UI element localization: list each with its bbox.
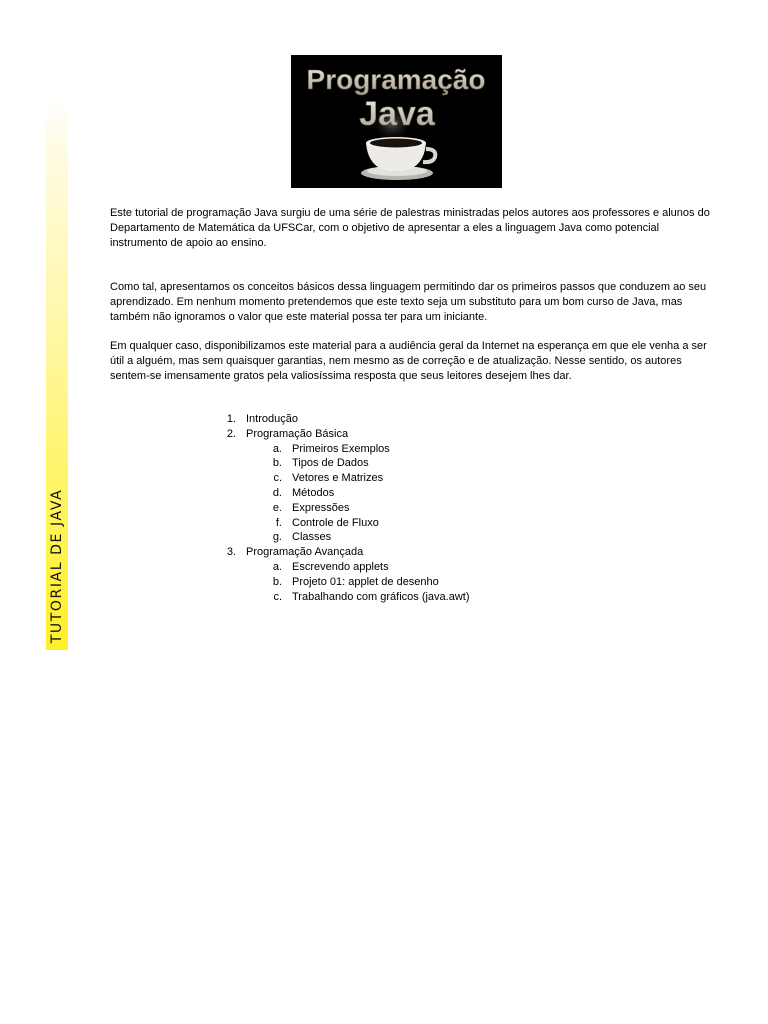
- toc-item-label: Expressões: [292, 501, 350, 514]
- toc-item-classes[interactable]: [220, 530, 540, 545]
- toc-item-number: 3.: [226, 546, 236, 559]
- toc-item-tipos-de-dados[interactable]: [220, 456, 540, 471]
- toc-item-number: c.: [273, 590, 282, 603]
- toc-item-escrevendo-applets[interactable]: [220, 560, 540, 575]
- sidebar-title-text: TUTORIAL DE JAVA: [49, 488, 65, 644]
- toc-item-number: c.: [273, 472, 282, 485]
- toc-item-label: Métodos: [292, 486, 335, 499]
- toc-item-number: d.: [272, 486, 282, 499]
- toc-item-number: f.: [275, 516, 282, 529]
- toc-item-expressoes[interactable]: [220, 501, 540, 516]
- toc-item-number: a.: [272, 560, 282, 573]
- intro-paragraph-1: [110, 206, 715, 251]
- toc-item-number: b.: [272, 575, 282, 588]
- toc-item-metodos[interactable]: [220, 486, 540, 501]
- table-of-contents: [220, 412, 540, 604]
- toc-item-number: b.: [272, 457, 282, 470]
- toc-item-controle-de-fluxo[interactable]: [220, 516, 540, 531]
- intro-paragraph-1-text: Este tutorial de programação Java surgiu de uma série de palestras ministradas pelos autores aos professores e alunos do Departamento de Matemática da UFSCar, com o objetivo de apresentar a eles a linguagem Java como potencial instrumento de apoio ao ensino.: [110, 207, 710, 249]
- java-logo-image: [291, 55, 502, 188]
- logo-title-line1: Programação: [306, 64, 486, 95]
- toc-item-programacao-avancada[interactable]: [220, 545, 540, 560]
- toc-item-introducao[interactable]: [220, 412, 540, 427]
- toc-item-label: Programação Avançada: [246, 546, 364, 559]
- toc-item-number: g.: [272, 531, 282, 544]
- toc-item-primeiros-exemplos[interactable]: [220, 442, 540, 457]
- toc-item-label: Tipos de Dados: [292, 457, 369, 470]
- coffee-cup-icon: [361, 137, 435, 180]
- toc-item-label: Controle de Fluxo: [292, 516, 379, 529]
- toc-item-label: Primeiros Exemplos: [292, 442, 390, 455]
- intro-paragraph-3-text: Em qualquer caso, disponibilizamos este material para a audiência geral da Internet na esperança em que ele venha a ser útil a alguém, mas sem quaisquer garantias, nem mesmo as de correção e de atualização. Nesse sentido, os autores sentem-se imensamente gratos pela valiosíssima resposta que seus leitores desejem lhes dar.: [110, 340, 707, 382]
- sidebar-title: [46, 486, 68, 646]
- toc-item-label: Trabalhando com gráficos (java.awt): [292, 590, 470, 603]
- intro-paragraph-3: [110, 339, 715, 384]
- toc-item-label: Programação Básica: [246, 427, 349, 440]
- toc-item-label: Classes: [292, 531, 332, 544]
- toc-item-number: a.: [272, 442, 282, 455]
- toc-item-trabalhando-com-graficos[interactable]: [220, 590, 540, 605]
- toc-item-label: Introdução: [246, 413, 298, 425]
- intro-paragraph-2: [110, 280, 715, 325]
- toc-item-label: Projeto 01: applet de desenho: [292, 575, 439, 588]
- intro-paragraph-2-text: Como tal, apresentamos os conceitos básicos dessa linguagem permitindo dar os primeiros passos que conduzem ao seu aprendizado. Em nenhum momento pretendemos que este texto seja um substituto para um bom curso de Java, mas também não ignoramos o valor que este material possa ter para um iniciante.: [110, 281, 707, 323]
- toc-item-projeto-01[interactable]: [220, 575, 540, 590]
- toc-item-number: 2.: [226, 427, 236, 440]
- toc-item-vetores-e-matrizes[interactable]: [220, 471, 540, 486]
- toc-item-label: Escrevendo applets: [292, 560, 389, 573]
- logo-title-line2: Java: [359, 95, 435, 133]
- toc-item-label: Vetores e Matrizes: [292, 472, 384, 485]
- toc-item-number: 1.: [226, 413, 236, 425]
- toc-item-number: e.: [272, 501, 282, 514]
- toc-item-programacao-basica[interactable]: [220, 427, 540, 442]
